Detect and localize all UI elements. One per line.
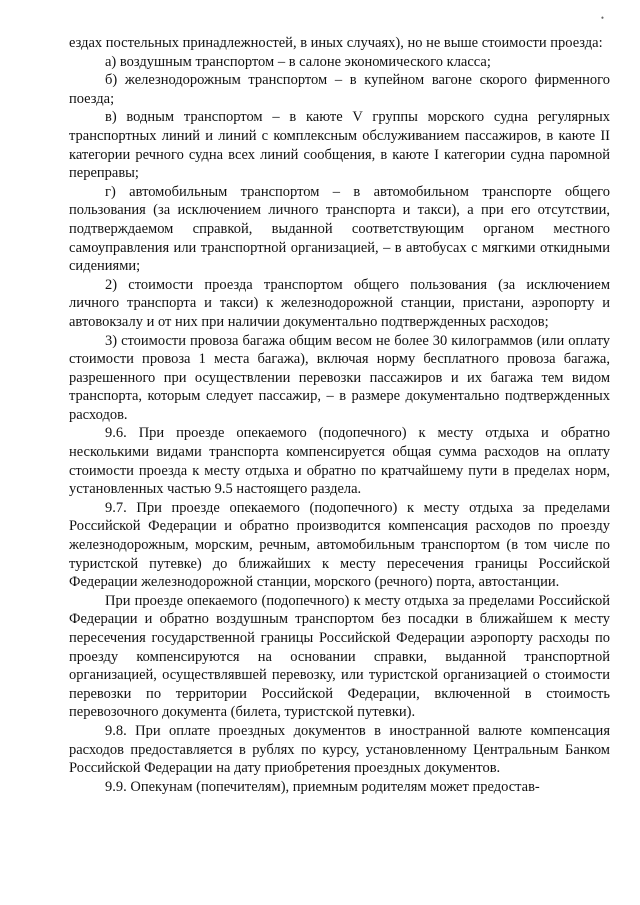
paragraph-item-a: а) воздушным транспортом – в салоне экономического класса; — [105, 53, 491, 70]
paragraph-continuation: ездах постельных принадлежностей, в иных случаях), но не выше стоимости проезда: — [69, 35, 603, 51]
paragraph-item-2: 2) стоимости проезда транспортом общего пользования (за исключением личного транспорта и такси) к железнодорожной станции, пристани, аэропорту и автовокзалу и от них при наличии документально подтвержденных расходов; — [69, 276, 610, 330]
paragraph-item-v: в) водным транспортом – в каюте V группы морского судна регулярных транспортных линий и линий с комплексным обслуживанием пассажиров, в каюте II категории речного судна всех линий сообщения, в каюте I категории судна паромной переправы; — [69, 109, 610, 182]
paragraph-9-7-air: При проезде опекаемого (подопечного) к месту отдыха за пределами Российской Федерации и обратно воздушным транспортом без посадки в ближайшем к месту пересечения государственной границы Российской Федерации аэропорту расходы по проезду компенсируются на основании справки, выданной транспортной организацией, осуществлявшей перевозку, или туристской организацией о стоимости перевозки по территории Российской Федерации, включенной в стоимость перевозочного документа (билета, туристской путевки). — [69, 592, 610, 721]
paragraph-item-3: 3) стоимости провоза багажа общим весом не более 30 килограммов (или оплату стоимости провоза 1 места багажа), включая норму бесплатного провоза багажа, разрешенного при осуществлении перевозки пассажиров и их багажа тем видом транспорта, которым следует пассажир, – в размере документально подтвержденных расходов. — [69, 332, 610, 423]
corner-mark: • — [600, 13, 604, 23]
paragraph-item-b: б) железнодорожным транспортом – в купейном вагоне скорого фирменного поезда; — [69, 72, 610, 107]
paragraph-item-g: г) автомобильным транспортом – в автомобильном транспорте общего пользования (за исключением личного транспорта и такси), а при его отсутствии, подтверждаемом справкой, выданной соответствующим органом местного самоуправления или транспортной организацией, – в автобусах с мягкими откидными сидениями; — [69, 183, 610, 275]
paragraph-9-9: 9.9. Опекунам (попечителям), приемным родителям может предостав- — [105, 778, 540, 795]
paragraph-9-6: 9.6. При проезде опекаемого (подопечного) к месту отдыха и обратно несколькими видами транспорта компенсируется общая сумма расходов на оплату стоимости проезда к месту отдыха и обратно по кратчайшему пути в пределах норм, установленных частью 9.5 настоящего раздела. — [69, 425, 610, 498]
paragraph-9-7: 9.7. При проезде опекаемого (подопечного) к месту отдыха за пределами Российской Федерации и обратно производится компенсация расходов по проезду железнодорожным, морским, речным, автомобильным транспортом (в том числе по туристской путевке) до ближайших к месту пересечения границы Российской Федерации железнодорожной станции, морского (речного) порта, автостанции. — [69, 499, 610, 591]
paragraph-9-8: 9.8. При оплате проездных документов в иностранной валюте компенсация расходов предоставляется в рублях по курсу, установленному Центральным Банком Российской Федерации на дату приобретения проездных документов. — [69, 722, 610, 777]
